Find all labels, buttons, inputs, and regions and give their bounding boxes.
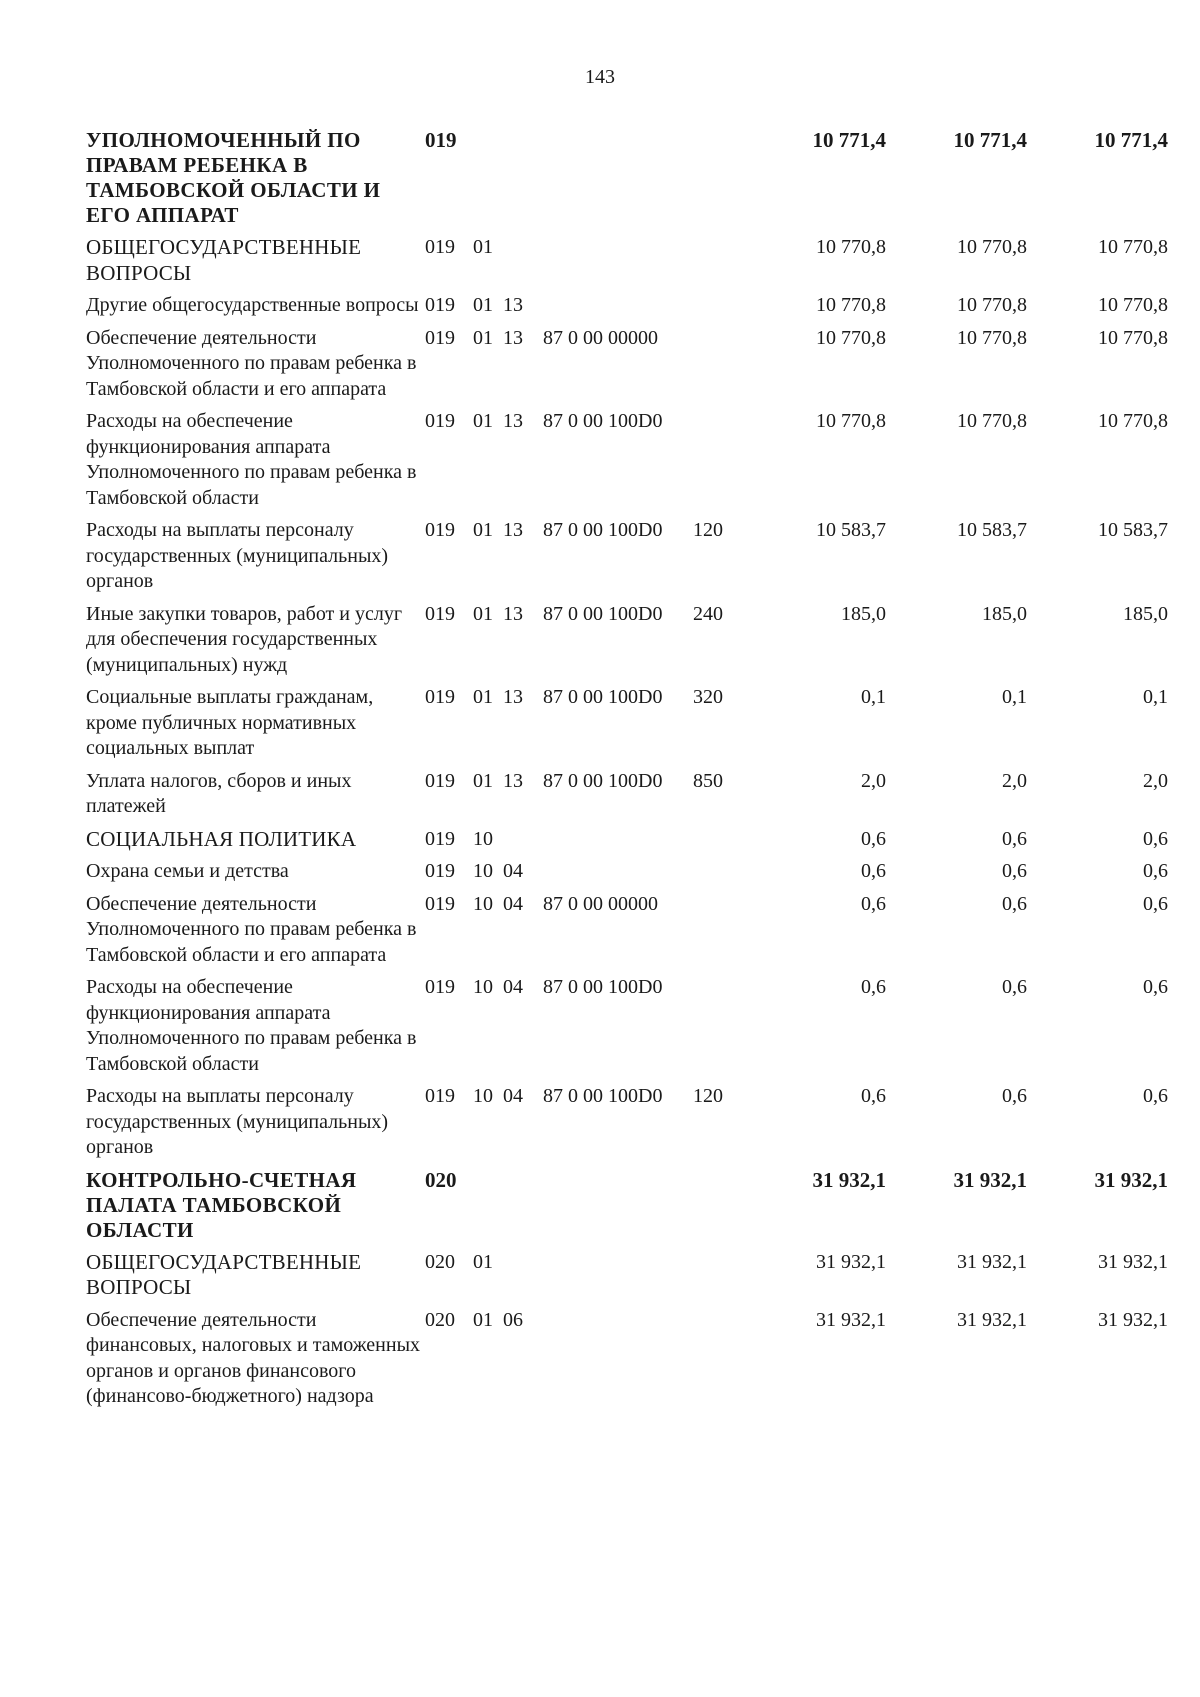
row-value-1: 0,1 (861, 686, 886, 708)
row-csr: 87 0 00 100D0 (543, 769, 663, 792)
row-pr: 13 (503, 769, 523, 792)
row-vr (693, 235, 745, 293)
row-vr (693, 326, 745, 410)
row-pr: 04 (503, 892, 523, 915)
row-value-2: 31 932,1 (953, 1167, 1027, 1192)
row-rz: 01 (473, 519, 493, 541)
row-ved: 019 (425, 294, 455, 316)
row-value-1: 10 770,8 (816, 236, 886, 258)
row-value-1: 0,6 (861, 1085, 886, 1107)
row-name: Расходы на обеспечение функционирования аппарата Уполномоченного по правам ребенка в Тамбовской области (86, 410, 417, 509)
row-ved: 020 (425, 1250, 455, 1273)
row-value-1: 10 583,7 (816, 519, 886, 541)
row-vr: 850 (693, 769, 723, 792)
row-name: Расходы на обеспечение функционирования аппарата Уполномоченного по правам ребенка в Тамбовской области (86, 976, 417, 1075)
row-rz: 10 (473, 827, 493, 850)
row-csr: 87 0 00 100D0 (543, 602, 663, 625)
row-value-3: 10 771,4 (1094, 128, 1168, 152)
row-csr (543, 1250, 693, 1308)
row-value-2: 31 932,1 (957, 1250, 1027, 1273)
table-row (86, 326, 1168, 410)
row-ved: 019 (425, 827, 455, 850)
row-vr (693, 827, 745, 860)
row-ved: 019 (425, 519, 455, 541)
row-ved: 019 (425, 769, 455, 792)
row-vr (693, 1308, 745, 1417)
table-row (86, 827, 1168, 860)
row-value-1: 31 932,1 (816, 1308, 886, 1331)
row-csr: 87 0 00 100D0 (543, 410, 663, 432)
row-pr: 04 (503, 1085, 523, 1107)
row-ved: 019 (425, 326, 455, 349)
page-number: 143 (585, 66, 615, 88)
row-value-1: 10 770,8 (816, 294, 886, 316)
row-csr: 87 0 00 00000 (543, 326, 658, 349)
row-value-2: 10 771,4 (953, 128, 1027, 152)
row-value-2: 0,6 (1002, 976, 1027, 998)
row-csr (543, 293, 693, 326)
row-value-3: 31 932,1 (1098, 1250, 1168, 1273)
table-row (86, 128, 1168, 235)
row-csr: 87 0 00 100D0 (543, 1085, 663, 1107)
row-vr (693, 1168, 745, 1250)
row-name: Иные закупки товаров, работ и услуг для обеспечения государственных (муниципальных) нужд (86, 602, 403, 676)
row-rz: 01 (473, 686, 493, 708)
row-vr (693, 409, 745, 518)
row-value-2: 2,0 (1002, 769, 1027, 792)
row-value-3: 2,0 (1143, 769, 1168, 792)
row-value-2: 0,6 (1002, 827, 1027, 850)
row-name: ОБЩЕГОСУДАРСТВЕННЫЕ ВОПРОСЫ (86, 1249, 362, 1299)
row-value-3: 10 770,8 (1098, 410, 1168, 432)
row-name: Социальные выплаты гражданам, кроме публичных нормативных социальных выплат (86, 686, 374, 759)
row-ved: 019 (425, 976, 455, 998)
row-rz: 10 (473, 892, 493, 915)
row-csr: 87 0 00 100D0 (543, 976, 663, 998)
row-value-2: 10 583,7 (957, 519, 1027, 541)
row-rz: 10 (473, 1085, 493, 1107)
row-value-3: 0,6 (1143, 1085, 1168, 1107)
row-pr (503, 235, 543, 293)
table-row (86, 235, 1168, 293)
row-value-1: 2,0 (861, 769, 886, 792)
row-pr: 13 (503, 326, 523, 349)
row-value-3: 0,6 (1143, 892, 1168, 915)
row-pr: 13 (503, 519, 523, 541)
row-rz: 01 (473, 1250, 493, 1273)
row-vr: 320 (693, 686, 723, 708)
row-ved: 019 (425, 1085, 455, 1107)
row-name: Уплата налогов, сборов и иных платежей (86, 769, 352, 817)
row-vr (693, 892, 745, 976)
table-row (86, 409, 1168, 518)
table-row (86, 859, 1168, 892)
row-value-1: 10 771,4 (812, 128, 886, 152)
row-vr (693, 859, 745, 892)
row-ved: 019 (425, 410, 455, 432)
table-row (86, 602, 1168, 686)
row-vr (693, 128, 745, 235)
row-pr: 04 (503, 860, 523, 882)
table-row (86, 1250, 1168, 1308)
row-rz: 01 (473, 410, 493, 432)
row-value-2: 0,6 (1002, 860, 1027, 882)
table-row (86, 1308, 1168, 1417)
row-ved: 019 (425, 602, 455, 625)
table-row (86, 293, 1168, 326)
row-ved: 019 (425, 236, 455, 258)
row-pr: 13 (503, 410, 523, 432)
row-value-3: 10 770,8 (1098, 326, 1168, 349)
row-csr: 87 0 00 100D0 (543, 686, 663, 708)
row-csr (543, 827, 693, 860)
row-ved: 019 (425, 860, 455, 882)
row-pr (503, 128, 543, 235)
row-pr: 13 (503, 602, 523, 625)
row-value-3: 10 583,7 (1098, 519, 1168, 541)
row-value-3: 0,6 (1143, 827, 1168, 850)
row-pr: 13 (503, 686, 523, 708)
row-csr (543, 1308, 693, 1417)
row-rz: 10 (473, 860, 493, 882)
row-ved: 020 (425, 1308, 455, 1331)
table-row (86, 518, 1168, 602)
row-value-3: 31 932,1 (1098, 1308, 1168, 1331)
row-name: Обеспечение деятельности финансовых, налоговых и таможенных органов и органов финансового (финансово-бюджетного) надзора (86, 1308, 421, 1407)
row-rz: 01 (473, 602, 493, 625)
budget-table (86, 128, 1168, 1417)
row-vr: 240 (693, 602, 723, 625)
row-name: УПОЛНОМОЧЕННЫЙ ПО ПРАВАМ РЕБЕНКА В ТАМБОВСКОЙ ОБЛАСТИ И ЕГО АППАРАТ (86, 128, 381, 227)
row-name: Расходы на выплаты персоналу государственных (муниципальных) органов (86, 1085, 389, 1158)
row-rz (473, 1168, 503, 1250)
row-name: СОЦИАЛЬНАЯ ПОЛИТИКА (86, 826, 357, 851)
row-value-2: 31 932,1 (957, 1308, 1027, 1331)
row-value-2: 0,6 (1002, 892, 1027, 915)
row-value-3: 0,1 (1143, 686, 1168, 708)
table-row (86, 892, 1168, 976)
row-csr (543, 859, 693, 892)
row-value-1: 0,6 (861, 892, 886, 915)
row-name: Охрана семьи и детства (86, 860, 289, 882)
table-row (86, 1168, 1168, 1250)
row-value-2: 185,0 (982, 602, 1027, 625)
row-value-3: 10 770,8 (1098, 236, 1168, 258)
row-value-2: 10 770,8 (957, 236, 1027, 258)
row-csr (543, 1168, 693, 1250)
row-rz: 01 (473, 236, 493, 258)
row-value-1: 0,6 (861, 827, 886, 850)
row-vr: 120 (693, 1085, 723, 1107)
row-rz: 01 (473, 326, 493, 349)
row-value-3: 0,6 (1143, 976, 1168, 998)
row-vr (693, 975, 745, 1084)
row-value-1: 0,6 (861, 976, 886, 998)
row-value-1: 31 932,1 (812, 1167, 886, 1192)
row-value-2: 10 770,8 (957, 410, 1027, 432)
row-name: Расходы на выплаты персоналу государственных (муниципальных) органов (86, 519, 389, 592)
table-row (86, 769, 1168, 827)
row-name: Обеспечение деятельности Уполномоченного по правам ребенка в Тамбовской области и его аппарата (86, 892, 417, 966)
row-csr (543, 235, 693, 293)
row-value-3: 10 770,8 (1098, 294, 1168, 316)
table-row (86, 1084, 1168, 1168)
row-value-1: 31 932,1 (816, 1250, 886, 1273)
row-rz: 01 (473, 294, 493, 316)
table-row (86, 685, 1168, 769)
row-value-3: 0,6 (1143, 860, 1168, 882)
row-value-1: 10 770,8 (816, 326, 886, 349)
row-vr (693, 293, 745, 326)
row-rz (473, 128, 503, 235)
row-value-1: 0,6 (861, 860, 886, 882)
row-value-2: 0,1 (1002, 686, 1027, 708)
row-pr (503, 1250, 543, 1308)
row-pr: 13 (503, 294, 523, 316)
row-ved: 019 (425, 128, 457, 152)
table-row (86, 975, 1168, 1084)
row-csr: 87 0 00 100D0 (543, 519, 663, 541)
row-value-2: 10 770,8 (957, 294, 1027, 316)
row-name: Другие общегосударственные вопросы (86, 294, 419, 316)
row-vr (693, 1250, 745, 1308)
row-value-1: 185,0 (841, 602, 886, 625)
row-value-2: 10 770,8 (957, 326, 1027, 349)
row-rz: 01 (473, 769, 493, 792)
row-value-2: 0,6 (1002, 1085, 1027, 1107)
row-name: ОБЩЕГОСУДАРСТВЕННЫЕ ВОПРОСЫ (86, 235, 362, 285)
row-pr (503, 827, 543, 860)
row-pr (503, 1168, 543, 1250)
row-ved: 020 (425, 1167, 457, 1192)
row-ved: 019 (425, 686, 455, 708)
row-csr (543, 128, 693, 235)
row-csr: 87 0 00 00000 (543, 892, 658, 915)
row-rz: 10 (473, 976, 493, 998)
row-name: КОНТРОЛЬНО-СЧЕТНАЯ ПАЛАТА ТАМБОВСКОЙ ОБЛАСТИ (86, 1167, 357, 1242)
row-pr: 06 (503, 1308, 523, 1331)
row-pr: 04 (503, 976, 523, 998)
row-vr: 120 (693, 519, 723, 541)
row-value-1: 10 770,8 (816, 410, 886, 432)
row-value-3: 31 932,1 (1094, 1167, 1168, 1192)
row-value-3: 185,0 (1123, 602, 1168, 625)
row-rz: 01 (473, 1308, 493, 1331)
row-name: Обеспечение деятельности Уполномоченного по правам ребенка в Тамбовской области и его аппарата (86, 326, 417, 400)
row-ved: 019 (425, 892, 455, 915)
